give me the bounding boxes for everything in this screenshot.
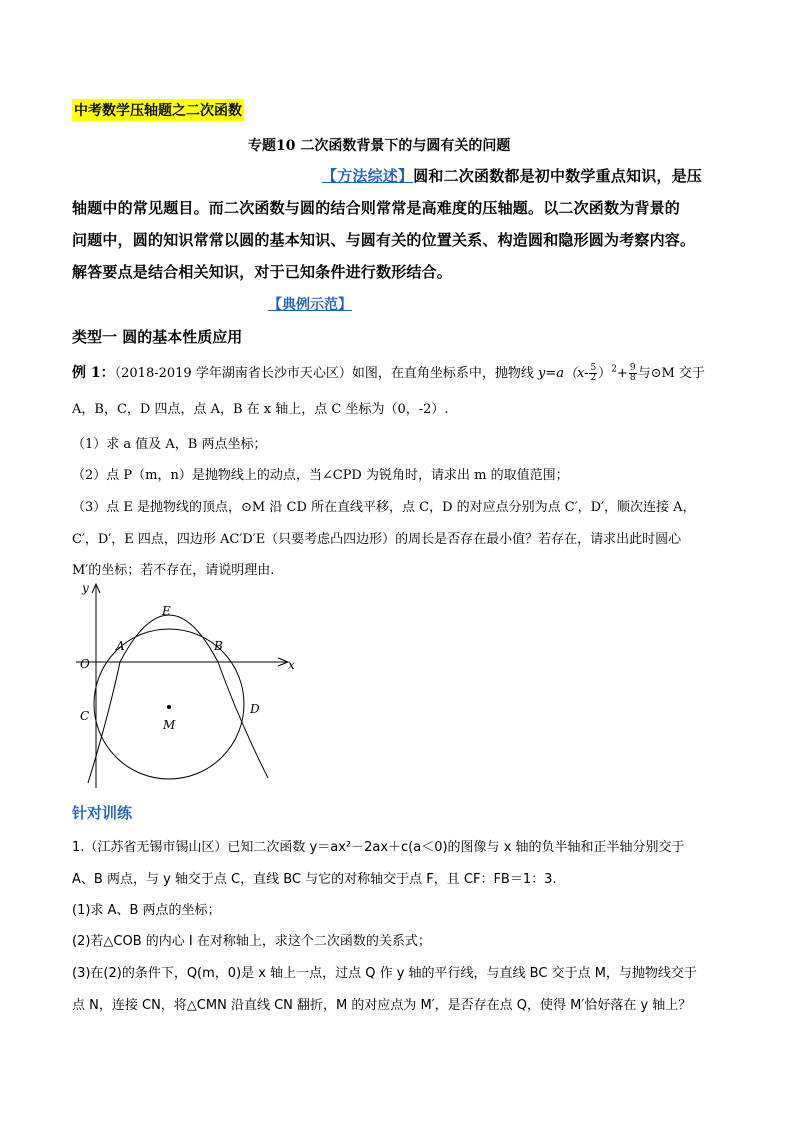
label-o: O: [80, 657, 90, 671]
label-x: x: [288, 658, 295, 672]
frac2-num: 9: [629, 363, 636, 373]
method-label: 【方法综述】: [322, 167, 414, 185]
label-e: E: [162, 604, 171, 618]
method-text-1: 圆和二次函数都是初中数学重点知识，是压: [413, 167, 703, 185]
label-b: B: [214, 639, 223, 653]
example1-source: （2018-2019 学年湖南省长沙市天心区）如图，在直角坐标系中，抛物线: [114, 366, 538, 381]
example1-q1: （1）求 a 值及 A，B 两点坐标；: [72, 437, 267, 452]
formula-part-a: y=a（x-: [537, 366, 589, 381]
method-line-4: 解答要点是结合相关知识，对于已知条件进行数形结合。: [72, 263, 453, 281]
fraction-5-2: [589, 364, 597, 383]
label-y: y: [82, 581, 89, 595]
topic-title: 专题10 二次函数背景下的与圆有关的问题: [248, 138, 511, 154]
problem1-line-1: 1.（江苏省无锡市锡山区）已知二次函数 y＝ax²－2ax＋c(a＜0)的图像与 x 轴的负半轴和正半轴分别交于: [72, 840, 685, 855]
frac1-den: 2: [590, 373, 597, 383]
examples-heading: 【典例示范】: [268, 297, 352, 313]
example1-line-1: [72, 362, 705, 383]
example1-line-2: A，B，C，D 四点，点 A，B 在 x 轴上，点 C 坐标为（0，-2）.: [72, 402, 449, 417]
label-c: C: [80, 709, 90, 723]
method-line-1: [322, 165, 702, 186]
problem1-line-2: A、B 两点，与 y 轴交于点 C，直线 BC 与它的对称轴交于点 F，且 CF：FB＝1：3.: [72, 872, 557, 887]
formula-part-b: ）: [598, 366, 612, 381]
label-a: A: [116, 639, 125, 653]
center-point-m: [167, 705, 171, 709]
method-line-3: 问题中，圆的知识常常以圆的基本知识、与圆有关的位置关系、构造圆和隐形圆为考察内容。: [72, 231, 696, 249]
formula-plus: +: [616, 366, 628, 381]
method-line-2: 轴题中的常见题目。而二次函数与圆的结合则常常是高难度的压轴题。以二次函数为背景的: [72, 199, 681, 217]
example1-q3-line-1: （3）点 E 是抛物线的顶点，⊙M 沿 CD 所在直线平移，点 C，D 的对应点分别为点 C′，D′，顺次连接 A，: [72, 500, 696, 515]
problem1-q1: (1)求 A、B 两点的坐标；: [72, 903, 221, 918]
example1-q3-line-2: C′，D′，E 四点，四边形 AC′D′E（只要考虑凸四边形）的周长是否存在最小值？若存在，请求出此时圆心: [72, 532, 682, 547]
frac2-den: 8: [629, 373, 636, 383]
type-heading: 类型一 圆的基本性质应用: [72, 328, 243, 346]
frac1-num: 5: [590, 363, 597, 373]
problem1-q3-line-1: (3)在(2)的条件下，Q(m，0)是 x 轴上一点，过点 Q 作 y 轴的平行线，与直线 BC 交于点 M，与抛物线交于: [72, 966, 697, 981]
parabola-circle-figure: [68, 578, 308, 798]
example1-label: 例 1：: [72, 365, 115, 381]
fraction-9-8: [629, 364, 637, 383]
example1-q2: （2）点 P（m，n）是抛物线上的动点，当∠CPD 为锐角时，请求出 m 的取值范围；: [72, 468, 569, 483]
formula-tail: 与⊙M 交于: [637, 366, 705, 381]
label-d: D: [250, 702, 260, 716]
example1-q3-line-3: M′的坐标；若不存在，请说明理由.: [72, 563, 275, 578]
parabola: [88, 615, 268, 783]
label-m: M: [163, 718, 176, 732]
problem1-q2: (2)若△COB 的内心 I 在对称轴上，求这个二次函数的关系式；: [72, 934, 431, 949]
series-tag: 中考数学压轴题之二次函数: [72, 99, 244, 121]
problem1-q3-line-2: 点 N，连接 CN，将△CMN 沿直线 CN 翻折，M 的对应点为 M′，是否存在点 Q，使得 M′恰好落在 y 轴上？: [72, 998, 692, 1013]
formula-exponent: 2: [611, 364, 617, 375]
training-heading: 针对训练: [72, 804, 133, 822]
